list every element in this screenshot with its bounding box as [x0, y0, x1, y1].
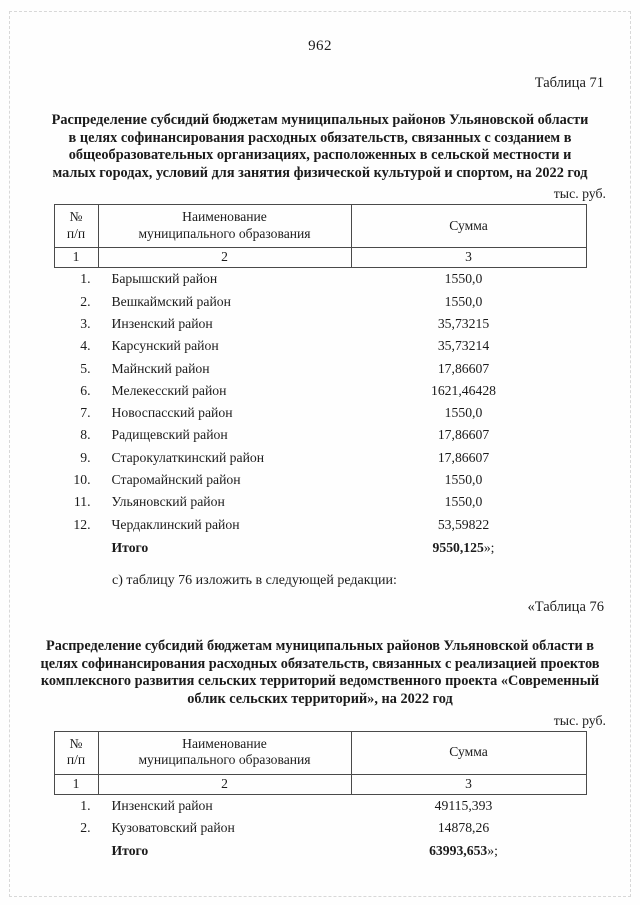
total-tail: »; — [487, 843, 498, 859]
row-name: Инзенский район — [111, 797, 213, 813]
total-value-cell — [349, 839, 579, 862]
header-name-line1: Наименование — [182, 209, 267, 225]
table-caption-71: Таблица 71 — [534, 75, 604, 91]
row-sum: 35,73215 — [437, 315, 490, 331]
table-row — [62, 313, 579, 335]
header-cell-number — [54, 731, 98, 774]
row-number: 7. — [80, 405, 91, 421]
row-number: 12. — [73, 516, 91, 532]
table-76-rows — [62, 795, 579, 863]
row-sum: 53,59822 — [437, 516, 490, 532]
row-number: 6. — [80, 382, 91, 398]
table-row — [62, 469, 579, 491]
row-number: 10. — [73, 472, 91, 488]
units-label-76: тыс. руб. — [553, 712, 606, 728]
row-name: Ульяновский район — [111, 494, 225, 510]
table-76-body — [62, 795, 579, 863]
table-row — [62, 380, 579, 402]
row-sum: 17,86607 — [437, 427, 490, 443]
column-number-3: 3 — [351, 248, 586, 268]
header-name-line2: муниципального образования — [138, 752, 311, 768]
row-name: Старомайнский район — [111, 472, 241, 488]
row-name: Кузоватовский район — [111, 819, 235, 835]
header-number-line1: № — [69, 209, 83, 225]
row-sum: 1550,0 — [444, 472, 483, 488]
total-label: Итого — [111, 539, 149, 555]
header-name-line1: Наименование — [182, 735, 267, 751]
row-name: Чердаклинский район — [111, 516, 240, 532]
header-cell-sum: Сумма — [351, 205, 586, 248]
table-row — [62, 402, 579, 424]
row-sum: 17,86607 — [437, 360, 490, 376]
row-number: 2. — [80, 293, 91, 309]
row-number: 2. — [80, 819, 91, 835]
row-sum: 49115,393 — [434, 797, 493, 813]
row-name: Инзенский район — [111, 315, 213, 331]
row-number: 4. — [80, 338, 91, 354]
table-row — [62, 291, 579, 313]
column-number-1: 1 — [54, 774, 98, 794]
table-row — [62, 514, 579, 536]
table-row — [62, 358, 579, 380]
column-number-3: 3 — [351, 774, 586, 794]
row-sum: 1550,0 — [444, 271, 483, 287]
header-cell-name — [98, 205, 351, 248]
total-row-number — [62, 839, 101, 862]
row-sum: 1550,0 — [444, 293, 483, 309]
header-number-line2: п/п — [66, 752, 86, 768]
row-name: Радищевский район — [111, 427, 228, 443]
row-sum: 35,73214 — [437, 338, 490, 354]
table-caption-76: «Таблица 76 — [527, 599, 604, 616]
row-number: 9. — [80, 449, 91, 465]
row-name: Мелекесский район — [111, 382, 227, 398]
row-number: 11. — [73, 494, 91, 510]
table-column-number-row — [54, 248, 586, 268]
row-name: Новоспасский район — [111, 405, 233, 421]
table-title-76: Распределение субсидий бюджетам муниципальных районов Ульяновской области в целях софинансирования расходных обязательств, связанных с реализацией проектов комплексного развития сельских территорий ведомственного проекта «Современный облик сельских территорий», на 2022 год — [40, 638, 600, 708]
row-name: Карсунский район — [111, 338, 219, 354]
row-number: 1. — [80, 797, 91, 813]
table-76-header — [54, 731, 587, 795]
row-number: 3. — [80, 315, 91, 331]
total-value: 63993,653 — [429, 843, 488, 859]
table-row — [62, 491, 579, 513]
table-row — [62, 795, 579, 817]
row-sum: 1550,0 — [444, 405, 483, 421]
column-number-1: 1 — [54, 248, 98, 268]
header-cell-name — [98, 731, 351, 774]
total-tail: »; — [483, 539, 495, 555]
table-row — [62, 817, 579, 839]
row-number: 1. — [80, 271, 91, 287]
column-number-2: 2 — [98, 774, 351, 794]
table-71-body — [62, 268, 579, 559]
row-name: Майнский район — [111, 360, 210, 376]
table-header-row — [54, 205, 586, 248]
units-label-71: тыс. руб. — [553, 186, 606, 202]
table-row — [62, 335, 579, 357]
table-row — [62, 424, 579, 446]
table-71-header — [54, 204, 587, 268]
row-name: Старокулаткинский район — [111, 449, 265, 465]
table-row — [62, 268, 579, 290]
header-cell-number — [54, 205, 98, 248]
table-total-row — [62, 536, 579, 559]
row-name: Вешкаймский район — [111, 293, 231, 309]
table-title-71: Распределение субсидий бюджетам муниципальных районов Ульяновской области в целях софинансирования расходных обязательств, связанных с созданием в общеобразовательных организациях, расположенных в сельской местности и малых городах, условий для занятия физической культурой и спортом, на 2022 год — [51, 112, 589, 181]
row-sum: 1550,0 — [444, 494, 483, 510]
table-row — [62, 447, 579, 469]
total-label: Итого — [111, 843, 149, 859]
row-name: Барышский район — [111, 271, 218, 287]
total-value: 9550,125 — [432, 539, 484, 555]
row-number: 5. — [80, 360, 91, 376]
header-cell-sum: Сумма — [351, 731, 586, 774]
row-number: 8. — [80, 427, 91, 443]
table-column-number-row — [54, 774, 586, 794]
page-number: 962 — [308, 38, 332, 54]
total-row-number — [62, 536, 101, 559]
table-total-row — [62, 839, 579, 862]
column-number-2: 2 — [98, 248, 351, 268]
row-sum: 1621,46428 — [430, 382, 496, 398]
table-header-row — [54, 731, 586, 774]
row-sum: 17,86607 — [437, 449, 490, 465]
amendment-note: с) таблицу 76 изложить в следующей редакции: — [112, 573, 397, 589]
header-name-line2: муниципального образования — [138, 225, 311, 241]
header-number-line2: п/п — [66, 225, 86, 241]
table-71-rows — [62, 268, 579, 559]
header-number-line1: № — [69, 735, 83, 751]
row-sum: 14878,26 — [437, 819, 490, 835]
total-value-cell — [349, 536, 579, 559]
